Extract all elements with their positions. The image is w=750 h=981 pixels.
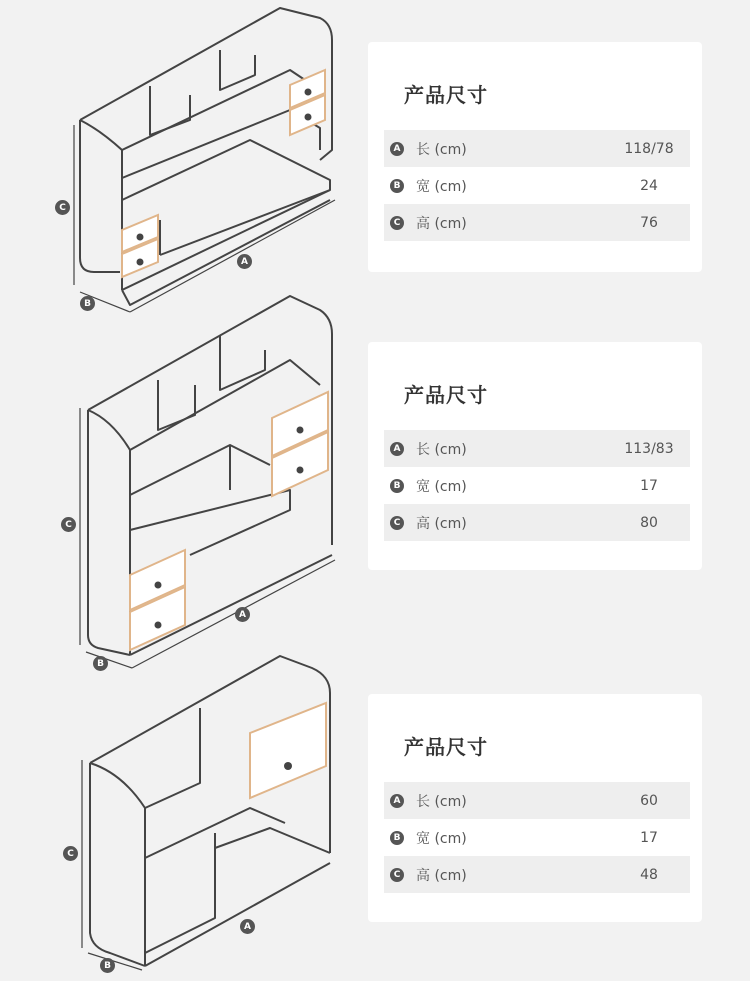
- dimension-badge-c: C: [63, 846, 78, 861]
- badge-c-icon: C: [390, 868, 404, 882]
- spec-row-width: [384, 167, 690, 204]
- dimension-badge-a: A: [237, 254, 252, 269]
- spec-label: 长 (cm): [416, 441, 467, 458]
- bookshelf-diagram-2: [50, 290, 350, 680]
- spec-value: 76: [640, 214, 658, 231]
- spec-label: 高 (cm): [416, 215, 467, 232]
- spec-row-width: [384, 819, 690, 856]
- spec-row-height: [384, 204, 690, 241]
- badge-c-icon: C: [390, 216, 404, 230]
- badge-a-icon: A: [390, 142, 404, 156]
- spec-card-title: 产品尺寸: [404, 383, 488, 407]
- product-section-3: [0, 648, 750, 981]
- dimension-badge-a: A: [235, 607, 250, 622]
- spec-value: 80: [640, 514, 658, 531]
- spec-card-1: [368, 42, 702, 272]
- spec-row-length: [384, 130, 690, 167]
- dimension-badge-b: B: [93, 656, 108, 671]
- dimension-badge-c: C: [55, 200, 70, 215]
- product-section-1: [0, 0, 750, 320]
- spec-label: 宽 (cm): [416, 478, 467, 495]
- spec-value: 48: [640, 866, 658, 883]
- spec-card-2: [368, 342, 702, 570]
- spec-value: 118/78: [624, 140, 674, 157]
- spec-row-length: [384, 430, 690, 467]
- spec-card-3: [368, 694, 702, 922]
- bookshelf-diagram-3: [50, 648, 350, 981]
- badge-c-icon: C: [390, 516, 404, 530]
- spec-value: 60: [640, 792, 658, 809]
- spec-label: 长 (cm): [416, 141, 467, 158]
- spec-value: 24: [640, 177, 658, 194]
- spec-label: 宽 (cm): [416, 830, 467, 847]
- spec-row-length: [384, 782, 690, 819]
- spec-label: 长 (cm): [416, 793, 467, 810]
- spec-label: 高 (cm): [416, 867, 467, 884]
- spec-row-height: [384, 856, 690, 893]
- badge-a-icon: A: [390, 794, 404, 808]
- dimension-badge-c: C: [61, 517, 76, 532]
- spec-value: 113/83: [624, 440, 674, 457]
- badge-b-icon: B: [390, 479, 404, 493]
- spec-value: 17: [640, 477, 658, 494]
- spec-row-width: [384, 467, 690, 504]
- badge-a-icon: A: [390, 442, 404, 456]
- bookshelf-diagram-1: [50, 0, 350, 320]
- spec-label: 高 (cm): [416, 515, 467, 532]
- spec-card-title: 产品尺寸: [404, 735, 488, 759]
- spec-label: 宽 (cm): [416, 178, 467, 195]
- product-section-2: [0, 290, 750, 680]
- badge-b-icon: B: [390, 831, 404, 845]
- dimension-badge-b: B: [100, 958, 115, 973]
- spec-value: 17: [640, 829, 658, 846]
- dimension-badge-b: B: [80, 296, 95, 311]
- spec-card-title: 产品尺寸: [404, 83, 488, 107]
- badge-b-icon: B: [390, 179, 404, 193]
- dimension-badge-a: A: [240, 919, 255, 934]
- spec-row-height: [384, 504, 690, 541]
